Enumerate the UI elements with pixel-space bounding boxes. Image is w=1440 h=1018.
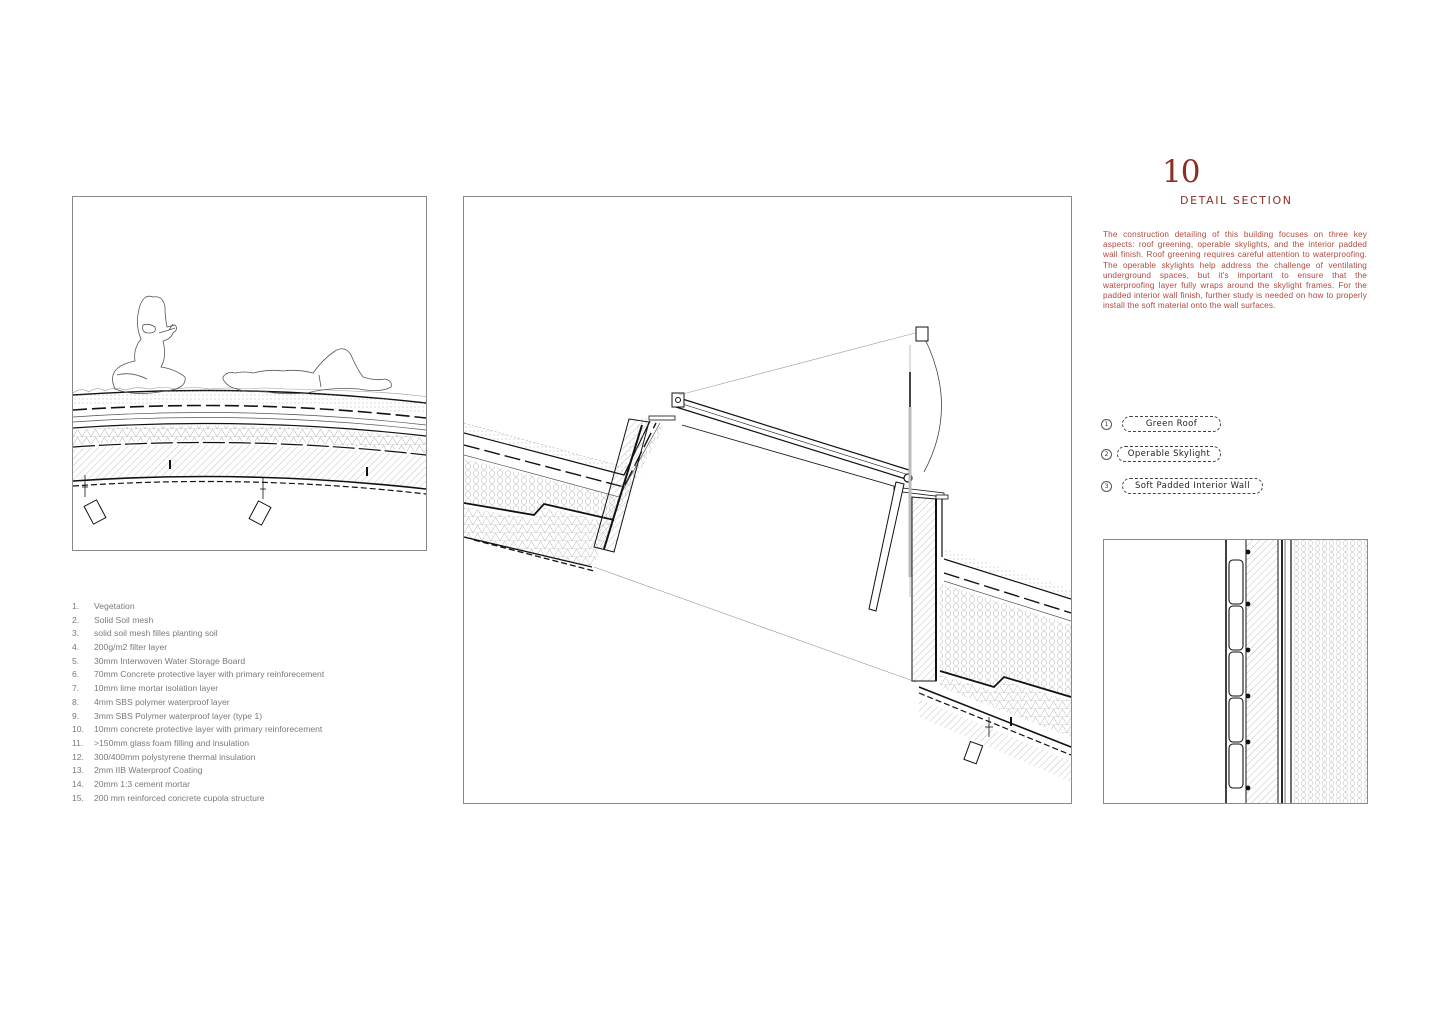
legend-label: Green Roof	[1122, 416, 1221, 432]
layer-item: 12. 300/400mm polystyrene thermal insulation	[72, 751, 256, 762]
padded-wall-section-panel	[1103, 539, 1368, 804]
layer-item: 3. solid soil mesh filles planting soil	[72, 628, 218, 639]
green-roof-section-panel	[72, 196, 427, 551]
layer-item: 13. 2mm IIB Waterproof Coating	[72, 765, 203, 776]
layer-item: 5. 30mm Interwoven Water Storage Board	[72, 655, 246, 666]
layer-item: 7. 10mm lime mortar isolation layer	[72, 683, 219, 694]
layer-item: 10. 10mm concrete protective layer with primary reinforecement	[72, 724, 323, 735]
layer-item: 14. 20mm 1:3 cement mortar	[72, 778, 190, 789]
legend-index: 3	[1101, 481, 1112, 492]
green-roof-section-drawing	[73, 197, 426, 550]
layer-item: 9. 3mm SBS Polymer waterproof layer (type 1)	[72, 710, 263, 721]
layer-item: 11. >150mm glass foam filling and insulation	[72, 737, 250, 748]
padded-cushion-panels	[1229, 560, 1243, 788]
layer-list	[72, 600, 324, 805]
layer-item: 15. 200 mm reinforced concrete cupola structure	[72, 792, 265, 803]
legend-label: Soft Padded Interior Wall	[1122, 478, 1263, 494]
layer-item: 6. 70mm Concrete protective layer with primary reinforecement	[72, 669, 325, 680]
lying-person-figure	[223, 349, 391, 394]
insulation-fill	[1292, 540, 1367, 803]
section-description: The construction detailing of this building focuses on three key aspects: roof greening, operable skylights, and the interior padded wall finish. Roof greening requires careful attention to waterproofing. The operable skylights help address the challenge of ventilating underground spaces, but it's important to ensure that the waterproofing layer fully wraps around the skylight frames. For the padded interior wall finish, further study is needed on how to properly install the soft material onto the wall surfaces.	[1103, 230, 1367, 311]
layer-item: 8. 4mm SBS polymer waterproof layer	[72, 696, 230, 707]
operable-skylight-section-drawing	[464, 197, 1071, 803]
legend-index: 2	[1101, 449, 1112, 460]
padded-wall-section-drawing	[1104, 540, 1367, 803]
operable-skylight-section-panel	[463, 196, 1072, 804]
skylight-sash	[672, 393, 944, 497]
legend-index: 1	[1101, 419, 1112, 430]
soil-layer	[73, 391, 426, 416]
open-position-guide	[679, 332, 919, 395]
pendant-lamp-icon	[82, 475, 106, 524]
layer-item: 2. Solid Soil mesh	[72, 614, 154, 625]
sitting-person-figure	[113, 296, 186, 393]
opening-arc	[924, 337, 942, 472]
section-number: 10	[1162, 154, 1200, 190]
layer-item: 4. 200g/m2 filter layer	[72, 642, 168, 653]
layer-item: 1. Vegetation	[72, 601, 135, 611]
pendant-lamp-icon	[249, 477, 271, 525]
section-title: DETAIL SECTION	[1180, 194, 1293, 207]
legend-label: Operable Skylight	[1117, 446, 1221, 462]
